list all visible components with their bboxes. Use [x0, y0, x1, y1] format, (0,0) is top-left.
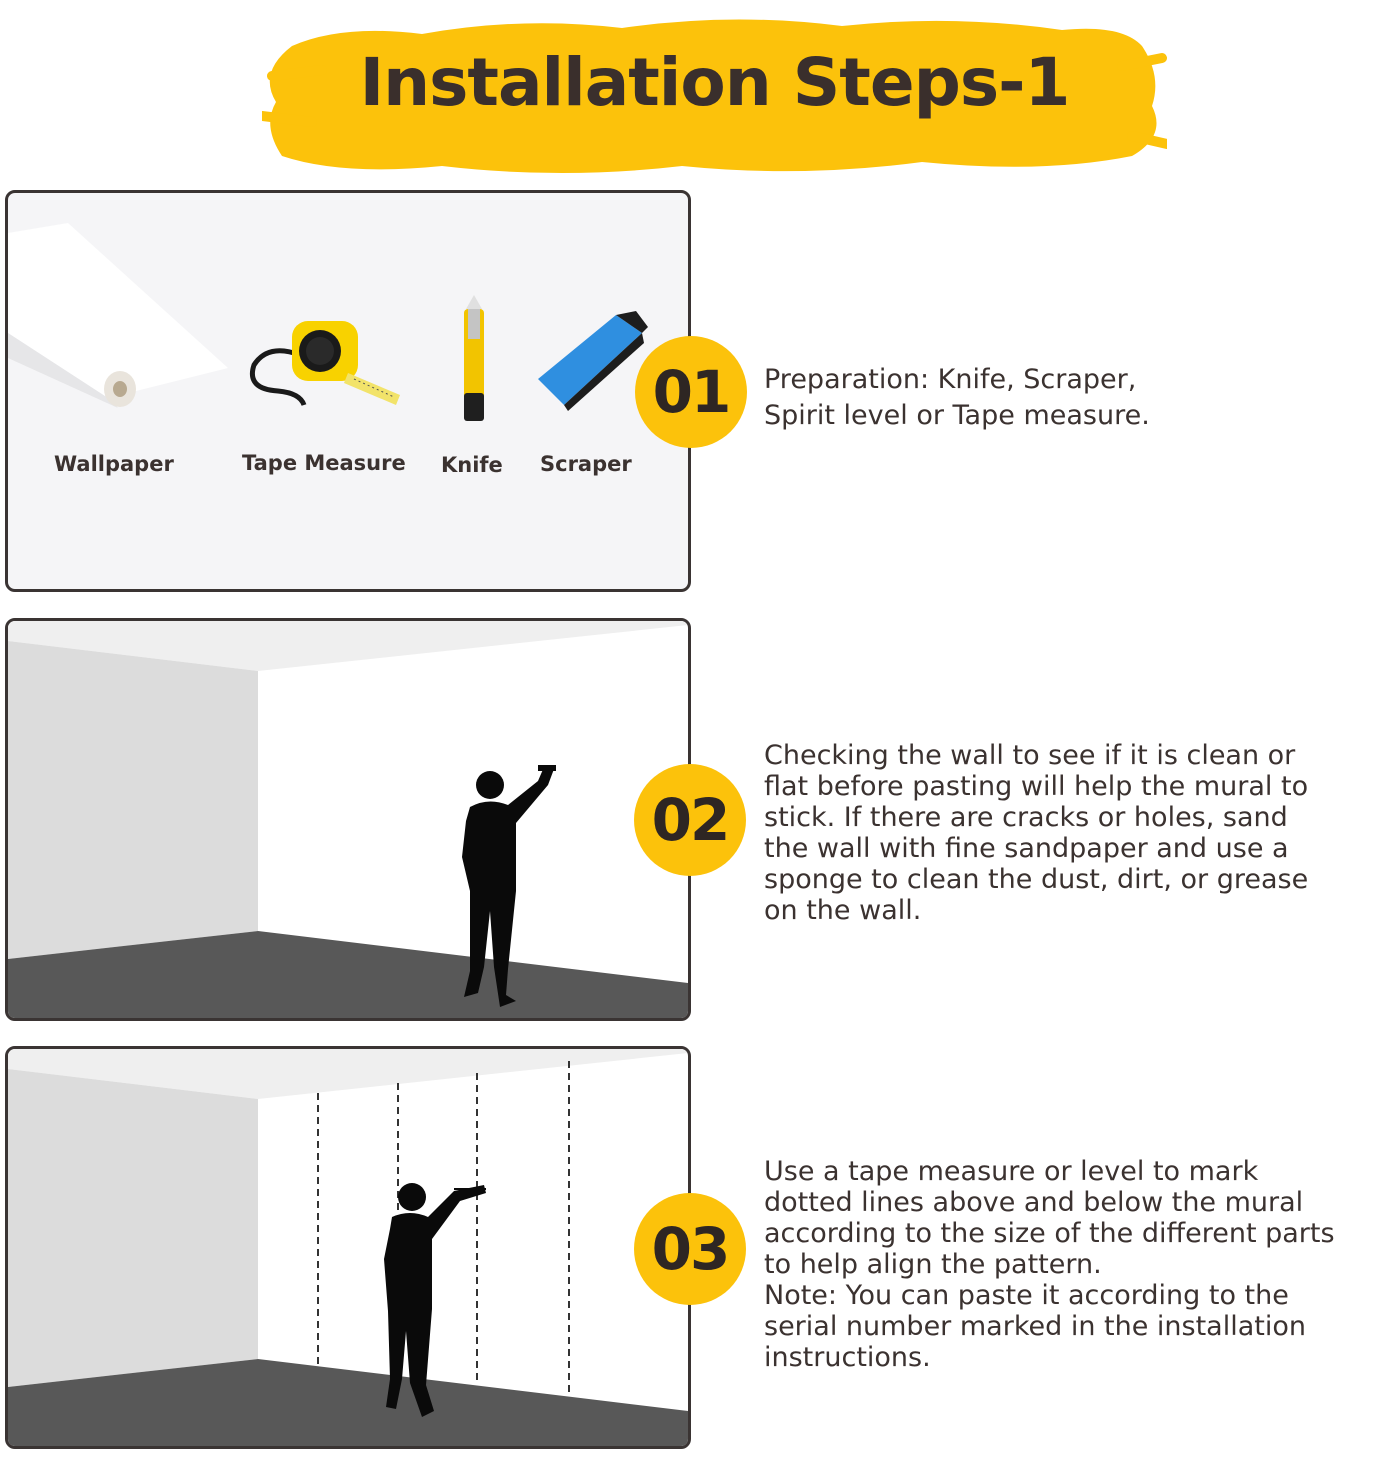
room-illustration: [8, 621, 688, 1018]
tools-panel: [5, 190, 691, 592]
tool-label-scraper: Scraper: [540, 452, 632, 476]
tape-measure-icon: [252, 321, 400, 405]
dotted-guide-lines: [318, 1061, 569, 1395]
tool-label-knife: Knife: [441, 453, 503, 477]
step-text-01: Preparation: Knife, Scraper, Spirit level or Tape measure.: [764, 364, 1150, 431]
check-wall-panel: [5, 618, 691, 1021]
room-with-guide-lines-illustration: [8, 1049, 688, 1446]
step-text-02: Checking the wall to see if it is clean or flat before pasting will help the mural to stick. If there are cracks or holes, sand the wall with fine sandpaper and use a sponge to clean the dust, dirt, or grease on the wall.: [764, 740, 1309, 926]
title-banner: [262, 6, 1167, 182]
knife-icon: [464, 295, 484, 421]
scraper-icon: [538, 311, 648, 411]
wallpaper-roll-icon: [8, 223, 228, 408]
step-badge-03: 03: [634, 1193, 746, 1305]
mark-lines-panel: [5, 1046, 691, 1449]
tool-label-tape-measure: Tape Measure: [242, 451, 406, 475]
step-badge-01: 01: [635, 336, 747, 448]
step-text-03: Use a tape measure or level to mark dotted lines above and below the mural according to the size of the different parts to help align the pattern. Note: You can paste it according to the serial number marked in the installation instructions.: [764, 1156, 1335, 1373]
page-title: Installation Steps-1: [359, 44, 1070, 121]
step-badge-02: 02: [634, 764, 746, 876]
tool-label-wallpaper: Wallpaper: [54, 452, 174, 476]
